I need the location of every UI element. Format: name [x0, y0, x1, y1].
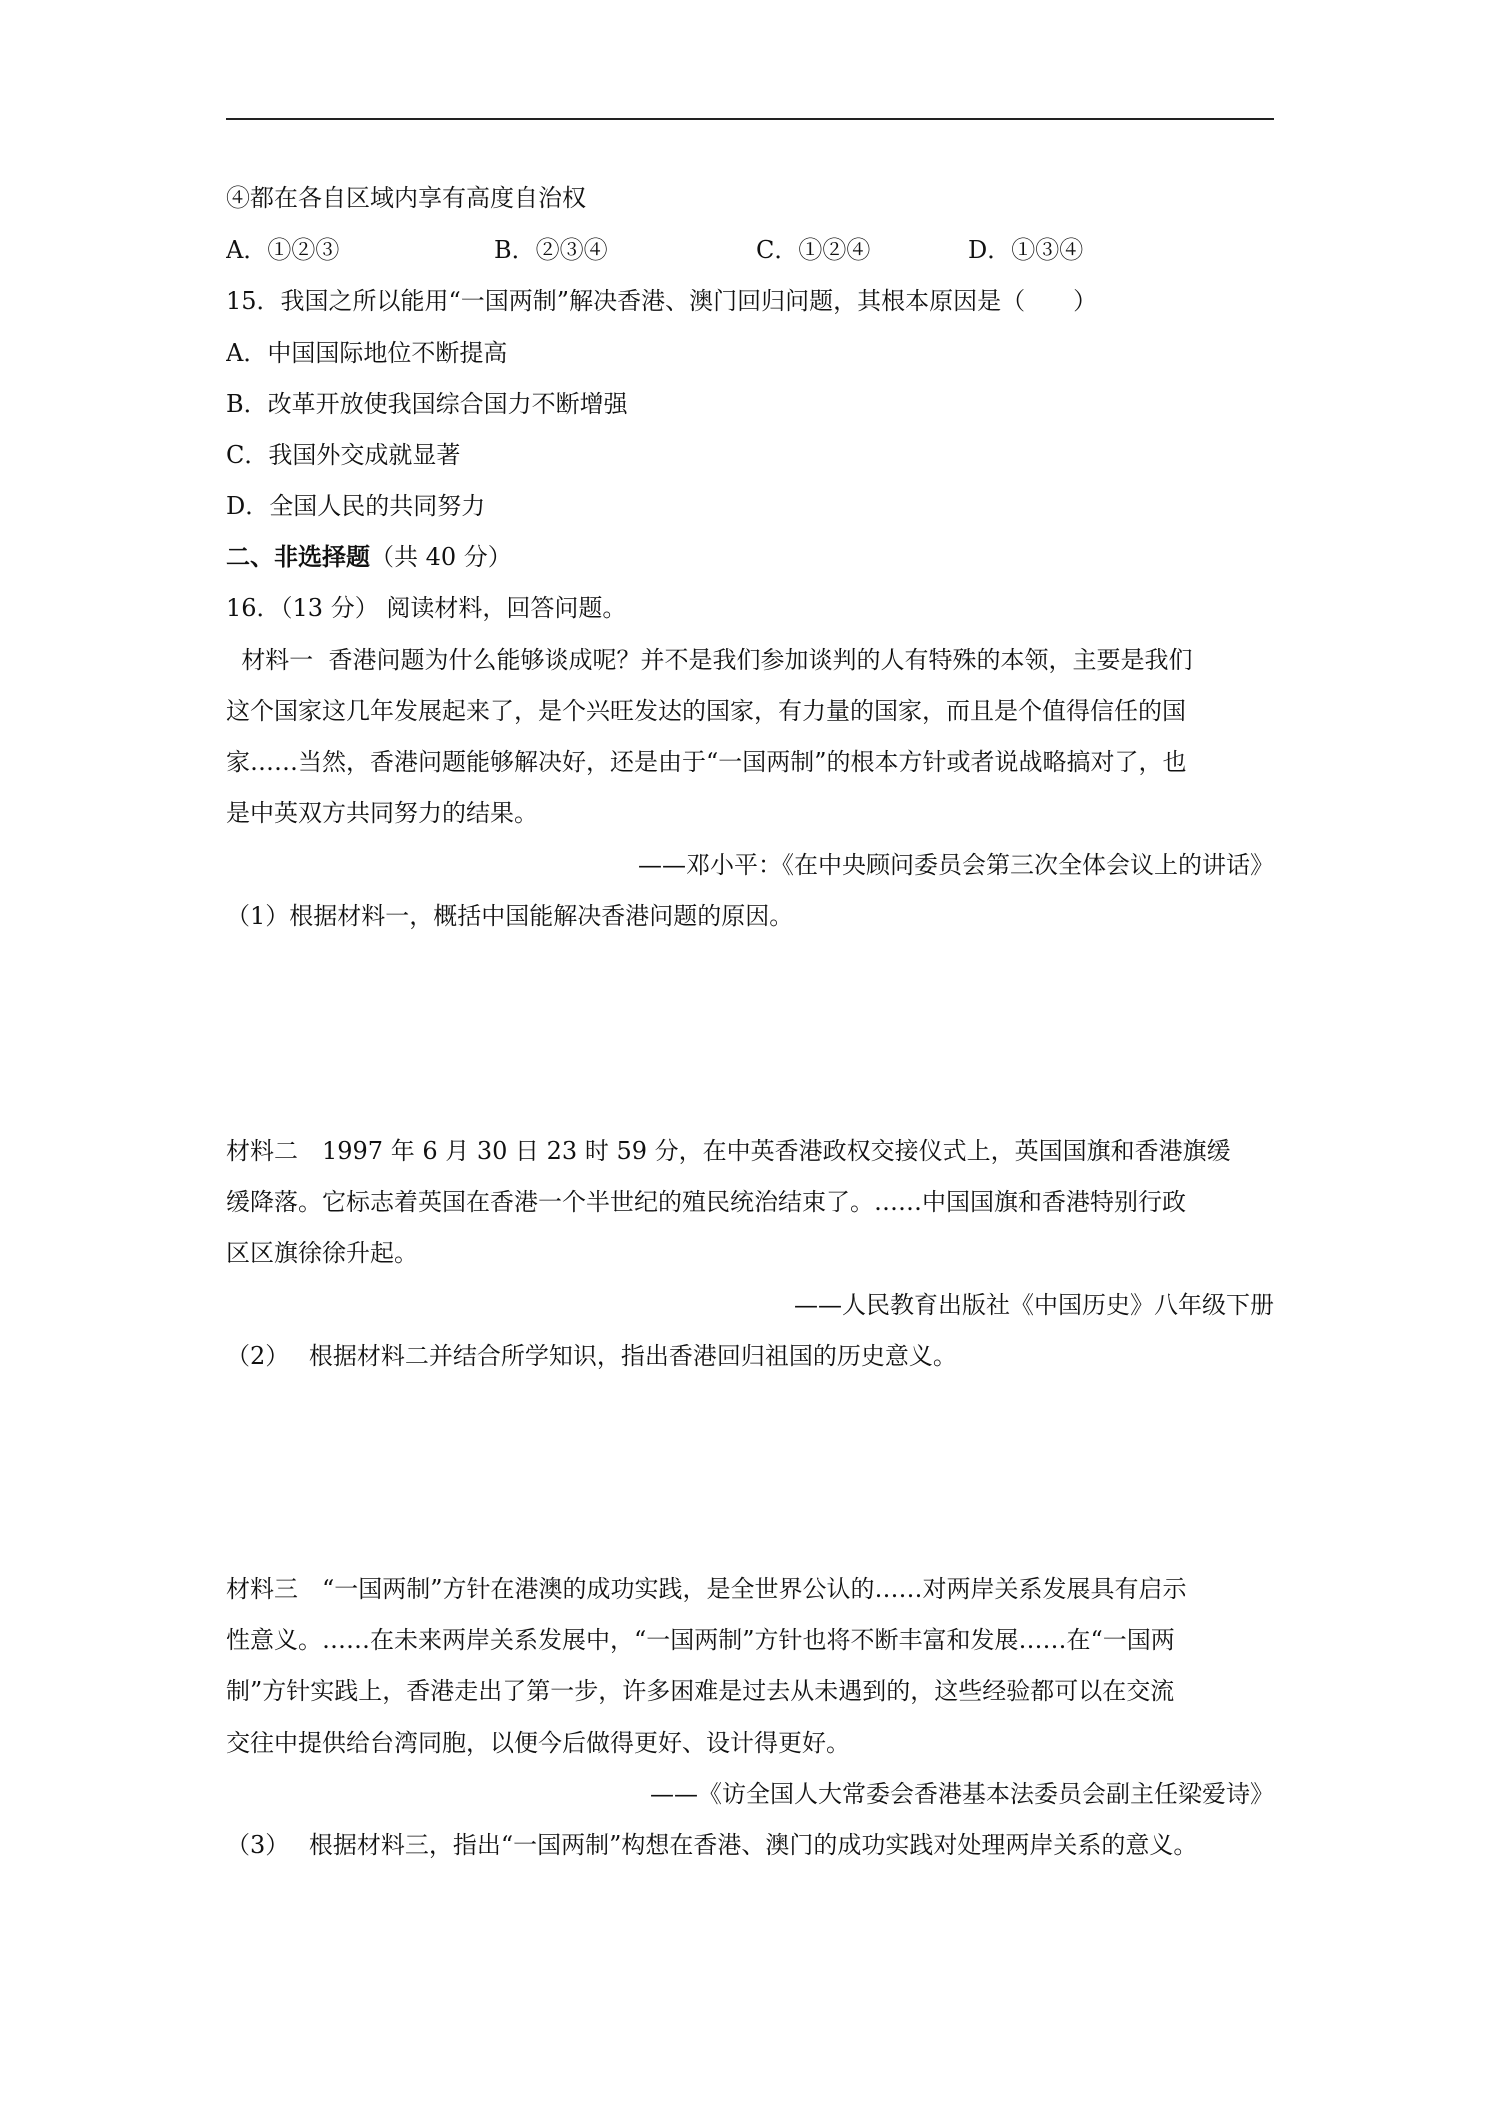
- material-2-source: ——人民教育出版社《中国历史》八年级下册: [794, 1291, 1274, 1319]
- header-rule: [226, 118, 1274, 120]
- material-2-line: 材料二 1997 年 6 月 30 日 23 时 59 分，在中英香港政权交接仪式上，英国国旗和香港旗缓: [226, 1137, 1231, 1165]
- material-1-line: 是中英双方共同努力的结果。: [226, 799, 538, 827]
- material-3-line: 性意义。……在未来两岸关系发展中，“一国两制”方针也将不断丰富和发展……在“一国两: [226, 1626, 1175, 1654]
- q14-option-a: A．①②③: [226, 236, 340, 264]
- material-3-line: 制”方针实践上，香港走出了第一步，许多困难是过去从未遇到的，这些经验都可以在交流: [226, 1677, 1175, 1705]
- material-1-line: 家……当然，香港问题能够解决好，还是由于“一国两制”的根本方针或者说战略搞对了，也: [226, 748, 1187, 776]
- material-1-line: 材料一 香港问题为什么能够谈成呢？并不是我们参加谈判的人有特殊的本领，主要是我们: [226, 646, 1193, 674]
- material-1-source: ——邓小平：《在中央顾问委员会第三次全体会议上的讲话》: [638, 851, 1274, 879]
- material-3-line: 交往中提供给台湾同胞，以便今后做得更好、设计得更好。: [226, 1729, 850, 1757]
- q14-option-b: B．②③④: [494, 236, 608, 264]
- q14-options: [226, 233, 1274, 267]
- sub-question-2: （2） 根据材料二并结合所学知识，指出香港回归祖国的历史意义。: [226, 1342, 957, 1370]
- q14-option-c: C．①②④: [756, 236, 871, 264]
- material-2-line: 区区旗徐徐升起。: [226, 1239, 418, 1267]
- sub-question-3: （3） 根据材料三，指出“一国两制”构想在香港、澳门的成功实践对处理两岸关系的意义。: [226, 1831, 1198, 1859]
- q15-option-d: D．全国人民的共同努力: [226, 492, 486, 520]
- q14-item-4: ④都在各自区域内享有高度自治权: [226, 184, 586, 212]
- section-2-heading: [226, 540, 1274, 574]
- material-2-line: 缓降落。它标志着英国在香港一个半世纪的殖民统治结束了。……中国国旗和香港特别行政: [226, 1188, 1186, 1216]
- section-2-score: （共 40 分）: [370, 543, 512, 571]
- q15-option-a: A．中国国际地位不断提高: [226, 339, 508, 367]
- q16-stem: 16．（13 分） 阅读材料，回答问题。: [226, 594, 627, 622]
- material-3-line: 材料三 “一国两制”方针在港澳的成功实践，是全世界公认的……对两岸关系发展具有启示: [226, 1575, 1187, 1603]
- sub-question-1: （1）根据材料一，概括中国能解决香港问题的原因。: [226, 902, 794, 930]
- q15-option-b: B．改革开放使我国综合国力不断增强: [226, 390, 628, 418]
- q15-option-c: C．我国外交成就显著: [226, 441, 461, 469]
- q14-option-d: D．①③④: [968, 236, 1084, 264]
- material-1-line: 这个国家这几年发展起来了，是个兴旺发达的国家，有力量的国家，而且是个值得信任的国: [226, 697, 1186, 725]
- q15-stem: 15．我国之所以能用“一国两制”解决香港、澳门回归问题，其根本原因是（ ）: [226, 287, 1098, 315]
- section-2-title: 二、非选择题: [226, 542, 370, 571]
- material-3-source: ——《访全国人大常委会香港基本法委员会副主任梁爱诗》: [650, 1780, 1274, 1808]
